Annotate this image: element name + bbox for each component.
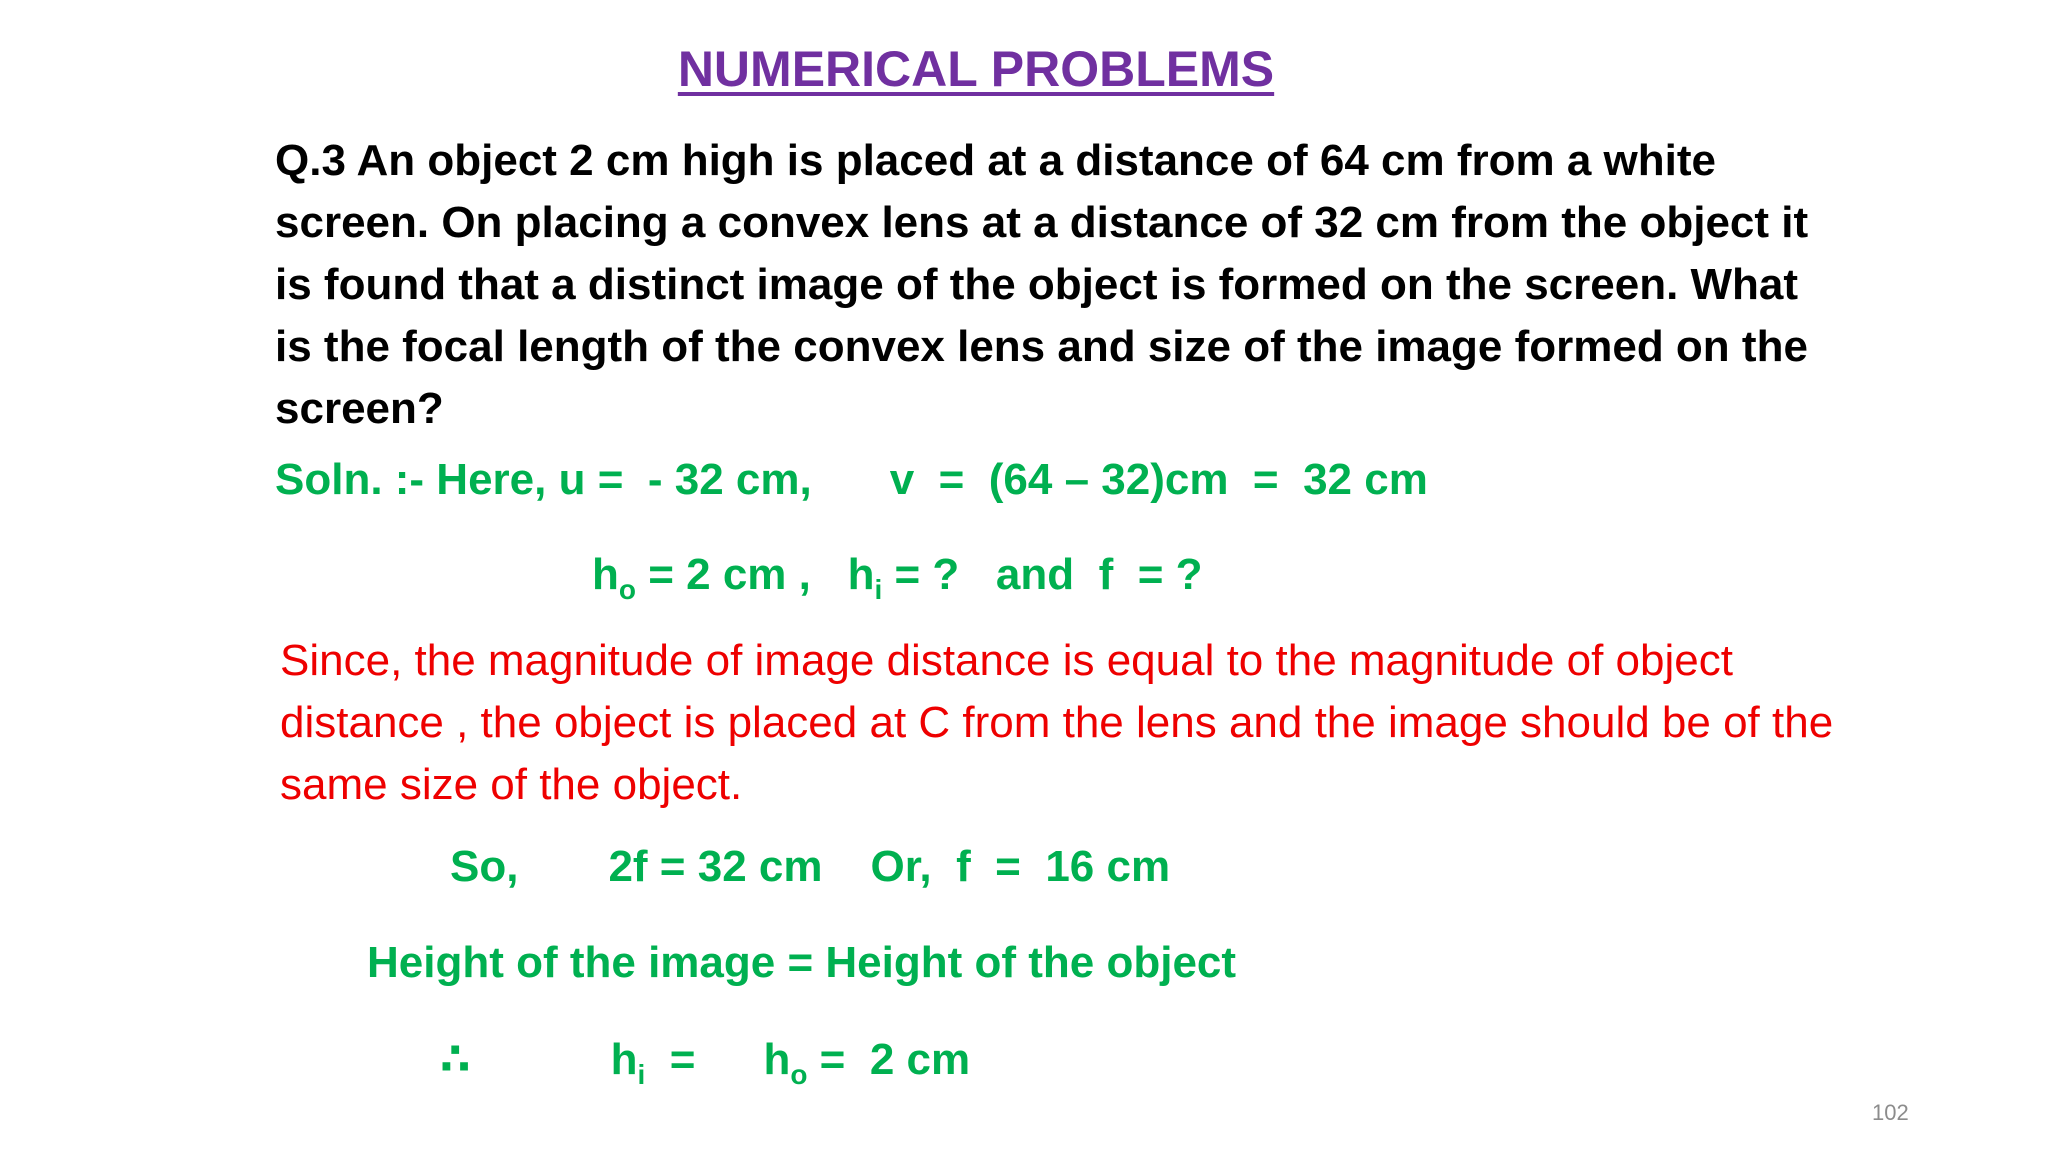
solution-heights-line: $h_o = 2$ cm , $h_i$ = ? and f = ? [592, 550, 1203, 605]
therefore-symbol: ∴ [440, 1035, 471, 1084]
explanation-text: Since, the magnitude of image distance is equal to the magnitude of object distance , the object is placed at C from the lens and the image should be of the same size of the object. [280, 636, 1834, 809]
solution-given-line [275, 455, 1428, 505]
slide-number: 102 [1872, 1100, 1909, 1125]
slide-title: NUMERICAL PROBLEMS [677, 41, 1275, 97]
focal-length-line: So, 2f = 32 cm Or, f = 16 cm [450, 842, 1171, 891]
given-v: v = (64 – 32)cm = 32 cm [889, 455, 1428, 504]
given-u: Soln. :- Here, u = - 32 cm, [275, 455, 812, 504]
image-height-result-line: ∴ $h_i = h_o = 2$ cm [440, 1035, 971, 1090]
height-relation-line: Height of the image = Height of the object [367, 938, 1237, 987]
question-text: Q.3 An object 2 cm high is placed at a distance of 64 cm from a white screen. On placing a convex lens at a distance of 32 cm from the object it is found that a distinct image of the object is formed on the screen. What is the focal length of the convex lens and size of the image formed on the screen? [275, 136, 1809, 433]
